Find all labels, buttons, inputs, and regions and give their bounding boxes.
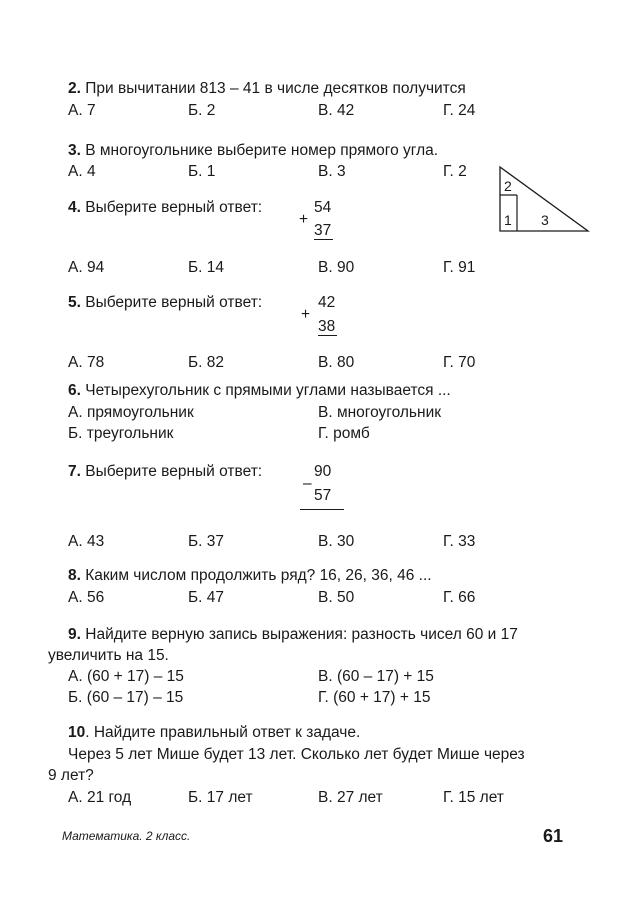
q5-bottom-number: 38: [318, 318, 336, 335]
q3-text: 3. В многоугольнике выберите номер прямого угла.: [68, 142, 439, 159]
q10-task-line1: Через 5 лет Мише будет 13 лет. Сколько лет будет Мише через: [68, 746, 525, 763]
q10-option-a: А. 21 год: [68, 789, 132, 806]
q2-option-c: В. 42: [318, 102, 355, 119]
q2-option-b: Б. 2: [188, 102, 216, 119]
q5-underline: [318, 335, 337, 336]
q7-option-c: В. 30: [318, 533, 355, 550]
q4-top-number: 54: [314, 199, 332, 216]
q6-option-b: Б. треугольник: [68, 425, 174, 442]
q3-option-a: А. 4: [68, 163, 96, 180]
q4-option-d: Г. 91: [443, 259, 476, 276]
q7-sign: –: [303, 475, 312, 492]
q4-bottom-number: 37: [314, 222, 332, 239]
triangle-label-2: 2: [504, 178, 512, 194]
q9-text-continued: увеличить на 15.: [48, 647, 169, 664]
q9-option-b: Б. (60 – 17) – 15: [68, 689, 184, 706]
q4-option-c: В. 90: [318, 259, 355, 276]
q5-top-number: 42: [318, 294, 336, 311]
q7-underline: [300, 509, 344, 510]
q3-option-c: В. 3: [318, 163, 346, 180]
q9-option-a: А. (60 + 17) – 15: [68, 668, 184, 685]
q7-bottom-number: 57: [314, 487, 332, 504]
q4-sign: +: [299, 211, 309, 228]
q7-option-d: Г. 33: [443, 533, 476, 550]
q5-option-a: А. 78: [68, 354, 105, 371]
q8-option-c: В. 50: [318, 589, 355, 606]
q7-option-b: Б. 37: [188, 533, 225, 550]
triangle-label-1: 1: [504, 212, 512, 228]
q2-option-a: А. 7: [68, 102, 96, 119]
q5-sign: +: [301, 306, 311, 323]
footer-book-title: Математика. 2 класс.: [62, 829, 191, 843]
q8-option-d: Г. 66: [443, 589, 476, 606]
q5-option-c: В. 80: [318, 354, 355, 371]
q5-text: 5. Выберите верный ответ:: [68, 294, 263, 311]
q2-option-d: Г. 24: [443, 102, 476, 119]
q9-text: 9. Найдите верную запись выражения: разность чисел 60 и 17: [68, 626, 518, 643]
q3-option-d: Г. 2: [443, 163, 467, 180]
q8-option-b: Б. 47: [188, 589, 225, 606]
q6-option-a: А. прямоугольник: [68, 404, 194, 421]
q3-option-b: Б. 1: [188, 163, 216, 180]
q6-text: 6. Четырехугольник с прямыми углами называется ...: [68, 382, 451, 399]
q4-option-b: Б. 14: [188, 259, 225, 276]
q10-option-d: Г. 15 лет: [443, 789, 504, 806]
q10-option-c: В. 27 лет: [318, 789, 383, 806]
q5-option-d: Г. 70: [443, 354, 476, 371]
q8-text: 8. Каким числом продолжить ряд? 16, 26, 36, 46 ...: [68, 567, 432, 584]
q4-option-a: А. 94: [68, 259, 105, 276]
right-triangle-diagram: [495, 164, 595, 236]
q9-option-d: Г. (60 + 17) + 15: [318, 689, 431, 706]
q7-option-a: А. 43: [68, 533, 105, 550]
q10-option-b: Б. 17 лет: [188, 789, 253, 806]
q7-top-number: 90: [314, 463, 332, 480]
q7-text: 7. Выберите верный ответ:: [68, 463, 263, 480]
q4-text: 4. Выберите верный ответ:: [68, 199, 263, 216]
q6-option-d: Г. ромб: [318, 425, 370, 442]
q6-option-c: В. многоугольник: [318, 404, 442, 421]
q10-task-line2: 9 лет?: [48, 767, 94, 784]
q10-text: 10. Найдите правильный ответ к задаче.: [68, 724, 361, 741]
triangle-label-3: 3: [541, 212, 549, 228]
page-number: 61: [543, 826, 564, 846]
q4-underline: [314, 239, 333, 240]
q5-option-b: Б. 82: [188, 354, 225, 371]
q9-option-c: В. (60 – 17) + 15: [318, 668, 434, 685]
q2-text: 2. При вычитании 813 – 41 в числе десятков получится: [68, 80, 466, 97]
q8-option-a: А. 56: [68, 589, 105, 606]
